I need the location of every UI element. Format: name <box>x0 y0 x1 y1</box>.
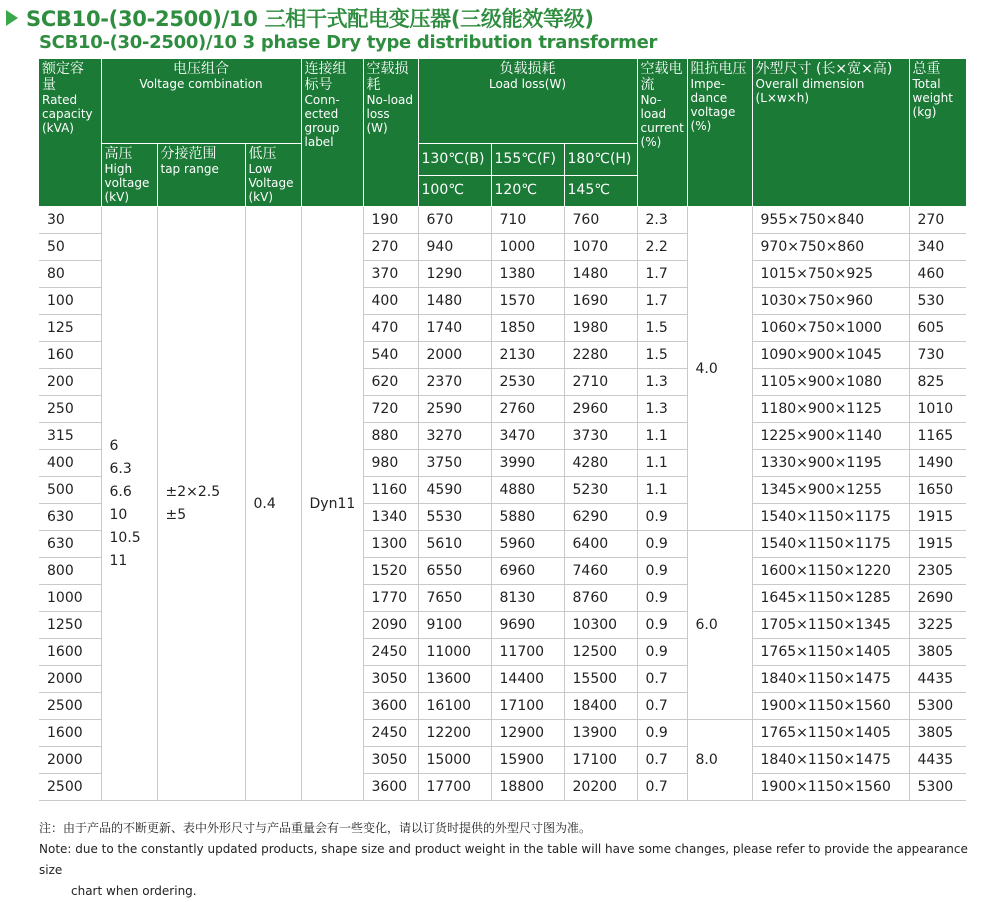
cell-no-load-loss: 2090 <box>363 612 418 639</box>
cell-load-loss-h: 1480 <box>564 261 637 288</box>
header-group-label: 连接组标号 Conn-ected group label <box>301 59 363 207</box>
cell-load-loss-h: 13900 <box>564 720 637 747</box>
cell-no-load-loss: 1300 <box>363 531 418 558</box>
cell-weight: 1490 <box>909 450 966 477</box>
cell-weight: 825 <box>909 369 966 396</box>
header-temp-f: 120℃ <box>491 175 564 207</box>
cell-load-loss-h: 760 <box>564 207 637 234</box>
cell-load-loss-b: 15000 <box>418 747 491 774</box>
cell-dimension: 1840×1150×1475 <box>752 747 909 774</box>
cell-dimension: 1540×1150×1175 <box>752 504 909 531</box>
cell-no-load-loss: 2450 <box>363 720 418 747</box>
cell-no-load-loss: 400 <box>363 288 418 315</box>
cell-load-loss-b: 5530 <box>418 504 491 531</box>
title-row <box>6 2 594 34</box>
cell-no-load-loss: 1770 <box>363 585 418 612</box>
header-impedance: 阻抗电压 Impe-dance voltage (%) <box>687 59 752 207</box>
cell-no-load-current: 1.1 <box>637 450 687 477</box>
high-voltage-value: 10.5 <box>109 529 141 546</box>
cell-dimension: 1330×900×1195 <box>752 450 909 477</box>
cell-dimension: 1645×1150×1285 <box>752 585 909 612</box>
cell-load-loss-f: 14400 <box>491 666 564 693</box>
cell-load-loss-b: 670 <box>418 207 491 234</box>
cell-load-loss-f: 1850 <box>491 315 564 342</box>
cell-load-loss-h: 2960 <box>564 396 637 423</box>
cell-weight: 1915 <box>909 504 966 531</box>
tap-range-value: ±2×2.5 <box>165 483 221 500</box>
cell-impedance: 4.0 <box>687 207 752 531</box>
cell-load-loss-b: 1740 <box>418 315 491 342</box>
cell-group-label: Dyn11 <box>301 207 363 801</box>
cell-load-loss-f: 2130 <box>491 342 564 369</box>
cell-weight: 1915 <box>909 531 966 558</box>
cell-capacity: 80 <box>39 261 101 288</box>
header-weight: 总重 Total weight (kg) <box>909 59 966 207</box>
cell-weight: 730 <box>909 342 966 369</box>
cell-load-loss-h: 20200 <box>564 774 637 801</box>
cell-capacity: 800 <box>39 558 101 585</box>
cell-load-loss-b: 16100 <box>418 693 491 720</box>
cell-load-loss-h: 18400 <box>564 693 637 720</box>
spec-table-body <box>39 207 966 801</box>
cell-no-load-current: 0.9 <box>637 720 687 747</box>
cell-load-loss-h: 6290 <box>564 504 637 531</box>
header-load-loss: 负载损耗 Load loss(W) <box>418 59 637 144</box>
cell-dimension: 1540×1150×1175 <box>752 531 909 558</box>
cell-capacity: 200 <box>39 369 101 396</box>
cell-load-loss-b: 2370 <box>418 369 491 396</box>
cell-dimension: 1765×1150×1405 <box>752 720 909 747</box>
cell-load-loss-b: 3750 <box>418 450 491 477</box>
cell-load-loss-f: 5880 <box>491 504 564 531</box>
cell-dimension: 1705×1150×1345 <box>752 612 909 639</box>
cell-load-loss-f: 9690 <box>491 612 564 639</box>
cell-no-load-loss: 980 <box>363 450 418 477</box>
header-load-loss-b: 130℃(B) <box>418 144 491 176</box>
cell-no-load-current: 1.7 <box>637 261 687 288</box>
cell-weight: 4435 <box>909 747 966 774</box>
cell-dimension: 970×750×860 <box>752 234 909 261</box>
note-cn: 注：由于产品的不断更新、表中外形尺寸与产品重量会有一些变化，请以订货时提供的外型尺寸图为准。 <box>39 821 592 835</box>
cell-weight: 605 <box>909 315 966 342</box>
cell-capacity: 315 <box>39 423 101 450</box>
header-temp-h: 145℃ <box>564 175 637 207</box>
cell-weight: 530 <box>909 288 966 315</box>
cell-dimension: 1345×900×1255 <box>752 477 909 504</box>
note-en-line2: chart when ordering. <box>71 884 197 898</box>
cell-load-loss-b: 1480 <box>418 288 491 315</box>
cell-capacity: 250 <box>39 396 101 423</box>
cell-capacity: 630 <box>39 504 101 531</box>
header-no-load-current: 空载电流 No-load current (%) <box>637 59 687 207</box>
cell-dimension: 1840×1150×1475 <box>752 666 909 693</box>
cell-dimension: 1900×1150×1560 <box>752 774 909 801</box>
header-temp-b: 100℃ <box>418 175 491 207</box>
cell-dimension: 1900×1150×1560 <box>752 693 909 720</box>
cell-load-loss-h: 1980 <box>564 315 637 342</box>
cell-weight: 1010 <box>909 396 966 423</box>
cell-no-load-loss: 3600 <box>363 693 418 720</box>
cell-low-voltage: 0.4 <box>245 207 301 801</box>
page-title-cn: SCB10-(30-2500)/10 三相干式配电变压器(三级能效等级) <box>26 7 594 31</box>
cell-load-loss-h: 10300 <box>564 612 637 639</box>
cell-no-load-loss: 270 <box>363 234 418 261</box>
cell-load-loss-f: 18800 <box>491 774 564 801</box>
cell-load-loss-b: 2590 <box>418 396 491 423</box>
cell-no-load-current: 0.9 <box>637 531 687 558</box>
cell-no-load-loss: 720 <box>363 396 418 423</box>
cell-no-load-current: 0.7 <box>637 747 687 774</box>
cell-no-load-loss: 3600 <box>363 774 418 801</box>
cell-weight: 1165 <box>909 423 966 450</box>
cell-load-loss-f: 1380 <box>491 261 564 288</box>
header-dimension: 外型尺寸 (长×宽×高) Overall dimension (L×w×h) <box>752 59 909 207</box>
cell-capacity: 1600 <box>39 639 101 666</box>
cell-load-loss-b: 12200 <box>418 720 491 747</box>
cell-load-loss-h: 5230 <box>564 477 637 504</box>
cell-capacity: 500 <box>39 477 101 504</box>
cell-no-load-current: 0.9 <box>637 504 687 531</box>
cell-dimension: 1105×900×1080 <box>752 369 909 396</box>
cell-weight: 270 <box>909 207 966 234</box>
cell-no-load-loss: 1340 <box>363 504 418 531</box>
cell-capacity: 30 <box>39 207 101 234</box>
triangle-bullet-icon <box>6 10 18 26</box>
cell-load-loss-b: 2000 <box>418 342 491 369</box>
cell-no-load-loss: 1160 <box>363 477 418 504</box>
cell-capacity: 100 <box>39 288 101 315</box>
page-title-en: SCB10-(30-2500)/10 3 phase Dry type distribution transformer <box>39 32 658 53</box>
cell-weight: 3805 <box>909 639 966 666</box>
cell-no-load-current: 0.7 <box>637 774 687 801</box>
cell-capacity: 630 <box>39 531 101 558</box>
cell-load-loss-h: 4280 <box>564 450 637 477</box>
cell-capacity: 2000 <box>39 747 101 774</box>
cell-no-load-current: 0.7 <box>637 693 687 720</box>
cell-capacity: 2500 <box>39 693 101 720</box>
cell-capacity: 1000 <box>39 585 101 612</box>
cell-dimension: 1090×900×1045 <box>752 342 909 369</box>
cell-load-loss-b: 11000 <box>418 639 491 666</box>
header-high-voltage: 高压 High voltage (kV) <box>101 144 157 207</box>
cell-impedance: 8.0 <box>687 720 752 801</box>
cell-impedance: 6.0 <box>687 531 752 720</box>
cell-no-load-current: 1.1 <box>637 477 687 504</box>
cell-load-loss-h: 1070 <box>564 234 637 261</box>
cell-no-load-loss: 370 <box>363 261 418 288</box>
cell-dimension: 955×750×840 <box>752 207 909 234</box>
cell-no-load-loss: 1520 <box>363 558 418 585</box>
table-row <box>39 207 966 234</box>
note-en-line1: Note: due to the constantly updated products, shape size and product weight in the table will have some changes, please refer to provide the appearance size <box>39 842 968 877</box>
cell-no-load-current: 0.9 <box>637 558 687 585</box>
notes <box>39 818 969 902</box>
header-low-voltage: 低压 Low Voltage (kV) <box>245 144 301 207</box>
cell-dimension: 1180×900×1125 <box>752 396 909 423</box>
cell-load-loss-f: 15900 <box>491 747 564 774</box>
cell-load-loss-h: 6400 <box>564 531 637 558</box>
cell-no-load-current: 0.7 <box>637 666 687 693</box>
cell-no-load-loss: 3050 <box>363 747 418 774</box>
cell-no-load-current: 1.5 <box>637 342 687 369</box>
cell-weight: 2690 <box>909 585 966 612</box>
cell-load-loss-h: 1690 <box>564 288 637 315</box>
cell-no-load-current: 0.9 <box>637 612 687 639</box>
cell-weight: 4435 <box>909 666 966 693</box>
cell-dimension: 1225×900×1140 <box>752 423 909 450</box>
header-load-loss-h: 180℃(H) <box>564 144 637 176</box>
cell-load-loss-h: 2280 <box>564 342 637 369</box>
cell-tap-range <box>157 207 245 801</box>
cell-no-load-current: 1.3 <box>637 396 687 423</box>
cell-weight: 3805 <box>909 720 966 747</box>
cell-dimension: 1015×750×925 <box>752 261 909 288</box>
cell-no-load-current: 1.7 <box>637 288 687 315</box>
cell-load-loss-b: 13600 <box>418 666 491 693</box>
cell-load-loss-h: 8760 <box>564 585 637 612</box>
cell-load-loss-f: 3990 <box>491 450 564 477</box>
cell-load-loss-h: 17100 <box>564 747 637 774</box>
cell-load-loss-f: 5960 <box>491 531 564 558</box>
cell-capacity: 2500 <box>39 774 101 801</box>
cell-no-load-current: 0.9 <box>637 639 687 666</box>
cell-no-load-current: 0.9 <box>637 585 687 612</box>
cell-load-loss-h: 2710 <box>564 369 637 396</box>
cell-no-load-current: 1.1 <box>637 423 687 450</box>
cell-no-load-loss: 620 <box>363 369 418 396</box>
cell-weight: 1650 <box>909 477 966 504</box>
cell-load-loss-f: 1570 <box>491 288 564 315</box>
cell-load-loss-b: 4590 <box>418 477 491 504</box>
cell-capacity: 2000 <box>39 666 101 693</box>
cell-load-loss-f: 2760 <box>491 396 564 423</box>
cell-no-load-current: 2.2 <box>637 234 687 261</box>
cell-dimension: 1765×1150×1405 <box>752 639 909 666</box>
cell-load-loss-f: 6960 <box>491 558 564 585</box>
cell-no-load-loss: 2450 <box>363 639 418 666</box>
high-voltage-value: 11 <box>109 552 128 569</box>
cell-load-loss-b: 1290 <box>418 261 491 288</box>
cell-no-load-loss: 3050 <box>363 666 418 693</box>
header-tap-range: 分接范围 tap range <box>157 144 245 207</box>
cell-dimension: 1060×750×1000 <box>752 315 909 342</box>
cell-load-loss-f: 3470 <box>491 423 564 450</box>
cell-no-load-current: 2.3 <box>637 207 687 234</box>
cell-load-loss-f: 11700 <box>491 639 564 666</box>
high-voltage-value: 6.3 <box>109 460 132 477</box>
cell-no-load-loss: 470 <box>363 315 418 342</box>
cell-capacity: 400 <box>39 450 101 477</box>
header-load-loss-f: 155℃(F) <box>491 144 564 176</box>
cell-load-loss-b: 5610 <box>418 531 491 558</box>
cell-high-voltage <box>101 207 157 801</box>
cell-no-load-current: 1.5 <box>637 315 687 342</box>
spec-table <box>39 59 967 801</box>
cell-load-loss-h: 7460 <box>564 558 637 585</box>
cell-weight: 2305 <box>909 558 966 585</box>
cell-load-loss-h: 15500 <box>564 666 637 693</box>
cell-capacity: 160 <box>39 342 101 369</box>
cell-load-loss-h: 3730 <box>564 423 637 450</box>
cell-load-loss-f: 710 <box>491 207 564 234</box>
high-voltage-value: 6 <box>109 437 119 454</box>
cell-capacity: 125 <box>39 315 101 342</box>
cell-capacity: 1600 <box>39 720 101 747</box>
cell-weight: 3225 <box>909 612 966 639</box>
cell-load-loss-f: 8130 <box>491 585 564 612</box>
cell-load-loss-b: 940 <box>418 234 491 261</box>
cell-load-loss-b: 6550 <box>418 558 491 585</box>
cell-load-loss-b: 3270 <box>418 423 491 450</box>
cell-no-load-loss: 880 <box>363 423 418 450</box>
cell-no-load-current: 1.3 <box>637 369 687 396</box>
cell-no-load-loss: 190 <box>363 207 418 234</box>
cell-dimension: 1030×750×960 <box>752 288 909 315</box>
cell-load-loss-f: 1000 <box>491 234 564 261</box>
cell-load-loss-b: 17700 <box>418 774 491 801</box>
tap-range-value: ±5 <box>165 506 187 523</box>
cell-capacity: 1250 <box>39 612 101 639</box>
cell-no-load-loss: 540 <box>363 342 418 369</box>
cell-load-loss-f: 12900 <box>491 720 564 747</box>
header-rated-capacity: 额定容量 Rated capacity (kVA) <box>39 59 101 207</box>
cell-weight: 340 <box>909 234 966 261</box>
cell-weight: 460 <box>909 261 966 288</box>
cell-load-loss-b: 9100 <box>418 612 491 639</box>
cell-capacity: 50 <box>39 234 101 261</box>
cell-weight: 5300 <box>909 693 966 720</box>
high-voltage-value: 6.6 <box>109 483 132 500</box>
cell-load-loss-h: 12500 <box>564 639 637 666</box>
header-voltage-combination: 电压组合 Voltage combination <box>101 59 301 144</box>
header-no-load-loss: 空载损耗 No-load loss (W) <box>363 59 418 207</box>
cell-weight: 5300 <box>909 774 966 801</box>
cell-load-loss-f: 4880 <box>491 477 564 504</box>
cell-load-loss-b: 7650 <box>418 585 491 612</box>
cell-load-loss-f: 17100 <box>491 693 564 720</box>
high-voltage-value: 10 <box>109 506 128 523</box>
cell-load-loss-f: 2530 <box>491 369 564 396</box>
cell-dimension: 1600×1150×1220 <box>752 558 909 585</box>
